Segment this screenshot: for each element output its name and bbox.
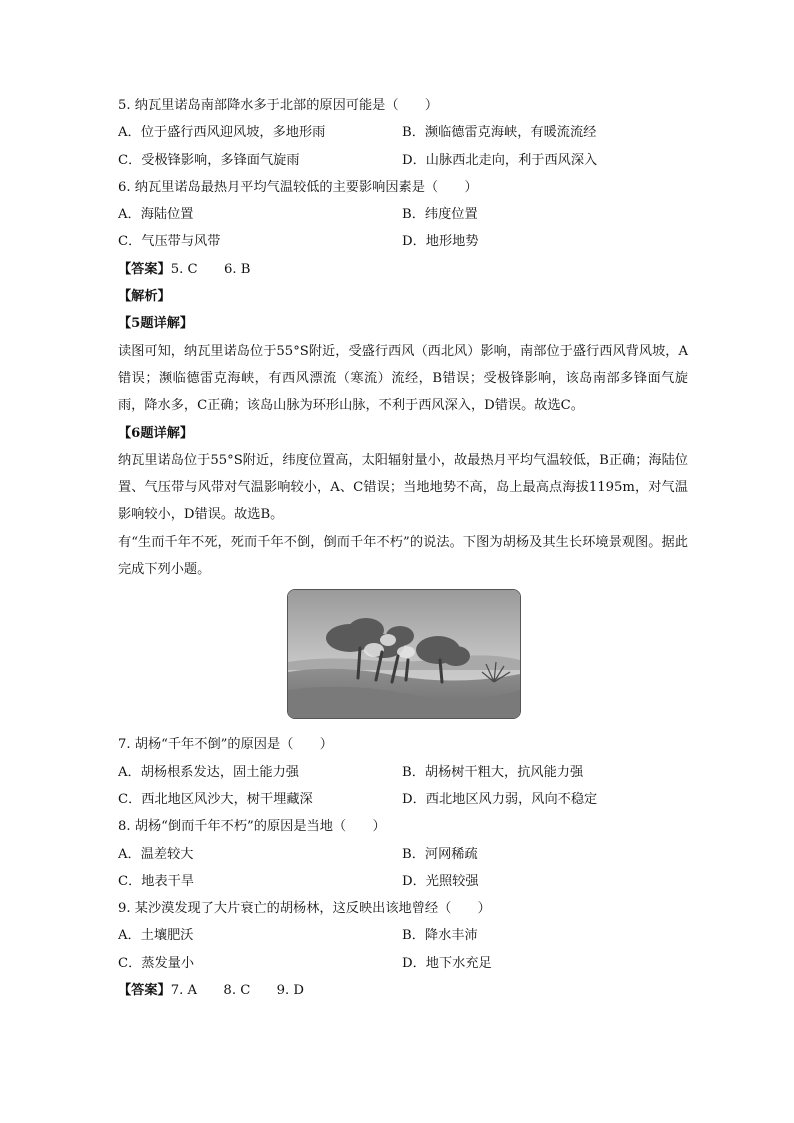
- question-7-stem: 7. 胡杨“千年不倒”的原因是（ ）: [118, 737, 333, 753]
- question-8-option-c: C．地表干旱: [118, 873, 195, 889]
- question-6-options-row-2: [118, 228, 688, 255]
- answer-label: 【答案】: [118, 261, 171, 277]
- detail-6-text: 纳瓦里诺岛位于55°S附近，纬度位置高，太阳辐射量小，故最热月平均气温较低，B正确；海陆位置、气压带与风带对气温影响较小，A、C错误；当地地势不高，岛上最高点海拔1195m，对气温影响较小，D错误。故选B。: [118, 452, 688, 523]
- answer-block-1: [118, 256, 688, 283]
- question-7-options-row-1: [118, 759, 688, 786]
- question-9-option-b: B．降水丰沛: [402, 928, 478, 944]
- question-6-option-d: D．地形地势: [402, 234, 479, 250]
- question-5-option-c: C．受极锋影响，多锋面气旋雨: [118, 152, 300, 168]
- detail-6-label: 【6题详解】: [118, 425, 194, 441]
- answer-label: 【答案】: [118, 983, 171, 999]
- analysis-label: 【解析】: [118, 289, 171, 305]
- question-5-options-row-2: [118, 147, 688, 174]
- question-9-option-a: A．土壤肥沃: [118, 928, 194, 944]
- question-7-option-d: D．西北地区风力弱，风向不稳定: [402, 791, 598, 807]
- detail-5-text: 读图可知，纳瓦里诺岛位于55°S附近，受盛行西风（西北风）影响，南部位于盛行西风背风坡，A错误；濒临德雷克海峡，有西风漂流（寒流）流经，B错误；受极锋影响，该岛南部多锋面气旋雨，降水多，C正确；该岛山脉为环形山脉，不利于西风深入，D错误。故选C。: [118, 343, 688, 414]
- material-intro: 有“生而千年不死，死而千年不倒，倒而千年不朽”的说法。下图为胡杨及其生长环境景观图。据此完成下列小题。: [118, 534, 688, 578]
- question-5-stem: 5. 纳瓦里诺岛南部降水多于北部的原因可能是（ ）: [118, 98, 439, 113]
- question-6-options-row-1: [118, 201, 688, 228]
- question-6-option-b: B．纬度位置: [402, 207, 478, 223]
- question-7-option-a: A．胡杨根系发达，固土能力强: [118, 764, 299, 780]
- question-6-option-c: C．气压带与风带: [118, 234, 221, 250]
- question-5-option-a: A．位于盛行西风迎风坡，多地形雨: [118, 125, 326, 141]
- question-8-option-b: B．河网稀疏: [402, 846, 478, 862]
- question-7-option-b: B．胡杨树干粗大，抗风能力强: [402, 764, 584, 780]
- question-9-option-c: C．蒸发量小: [118, 955, 195, 971]
- document-content: [118, 92, 688, 1004]
- question-7-options-row-2: [118, 786, 688, 813]
- question-8-options-row-1: [118, 841, 688, 868]
- answer-block-2: [118, 977, 688, 1004]
- question-8-stem: 8. 胡杨“倒而千年不朽”的原因是当地（ ）: [118, 819, 386, 835]
- question-9-options-row-2: [118, 950, 688, 977]
- question-6-option-a: A．海陆位置: [118, 207, 194, 223]
- answer-text: 7. A 8. C 9. D: [170, 983, 305, 999]
- question-6-stem: 6. 纳瓦里诺岛最热月平均气温较低的主要影响因素是（ ）: [118, 179, 478, 195]
- detail-5-label: 【5题详解】: [118, 316, 194, 332]
- question-8-option-d: D．光照较强: [402, 873, 479, 889]
- question-5-option-b: B．濒临德雷克海峡，有暖流流经: [402, 125, 597, 141]
- question-7-option-c: C．西北地区风沙大，树干埋藏深: [118, 791, 313, 807]
- answer-text: 5. C 6. B: [170, 261, 251, 277]
- question-9-options-row-1: [118, 922, 688, 949]
- populus-euphratica-photo: [287, 589, 521, 719]
- question-8-options-row-2: [118, 868, 688, 895]
- question-9-stem: 9. 某沙漠发现了大片衰亡的胡杨林，这反映出该地曾经（ ）: [118, 901, 491, 917]
- question-5-options-row-1: [118, 119, 688, 146]
- question-9-option-d: D．地下水充足: [402, 955, 492, 971]
- question-5-option-d: D．山脉西北走向，利于西风深入: [402, 152, 598, 168]
- question-8-option-a: A．温差较大: [118, 846, 194, 862]
- figure-container: [118, 589, 688, 729]
